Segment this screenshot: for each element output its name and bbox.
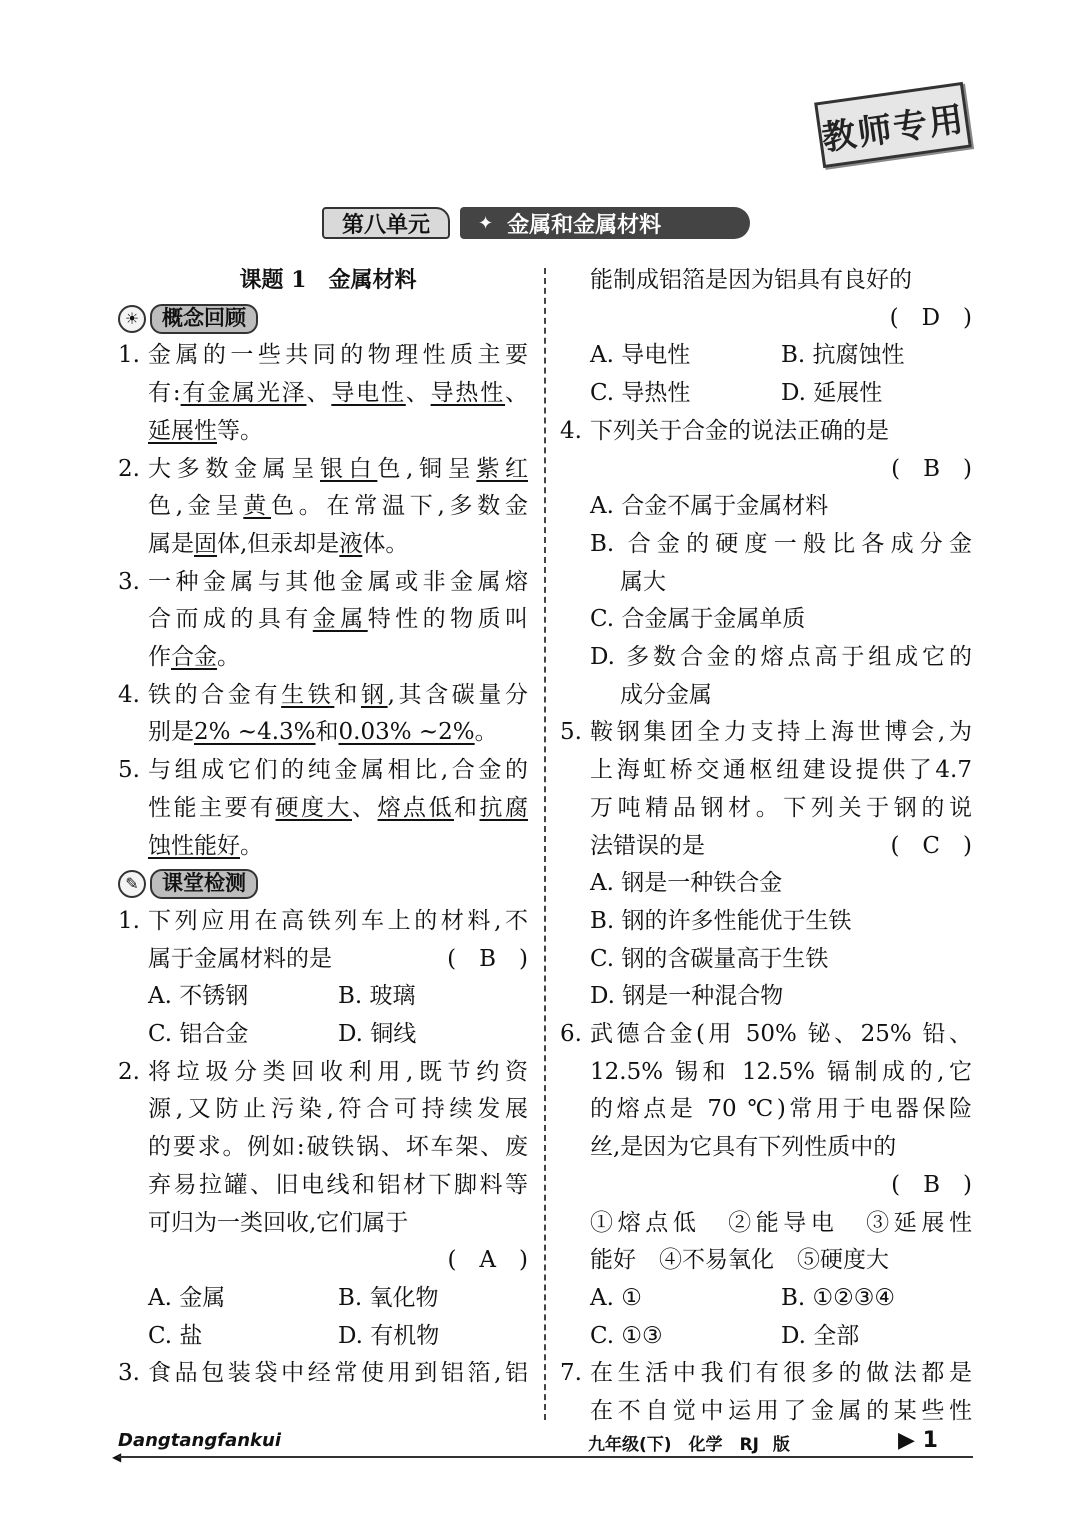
magic-wand-icon: ✦ (478, 212, 494, 234)
teacher-only-stamp: 教师专用 (814, 82, 972, 168)
check-q3-start: 3. 食品包装袋中经常使用到铝箔,铝 (118, 1360, 528, 1387)
lesson-title: 课题 1 金属材料 (239, 267, 417, 293)
section-check (118, 865, 528, 903)
left-arrow-icon: ◀ (112, 1450, 122, 1464)
review-q5: 5. 与组成它们的纯金属相比,合金的 性能主要有硬度大、熔点低和抗腐 蚀性能好。 (118, 757, 528, 859)
unit-title-text: 金属和金属材料 (507, 212, 662, 238)
unit-banner (322, 206, 750, 240)
footer-grade: 九年级(下) 化学 RJ 版 (588, 1435, 790, 1455)
check-q3-cont: 能制成铝箔是因为铝具有良好的 ( D ) A. 导电性 B. 抗腐蚀性 C. 导热性 D. 延展性 (590, 267, 972, 407)
unit-title (460, 207, 750, 239)
section-review-label: 概念回顾 (150, 304, 258, 334)
check-q7: 7. 在生活中我们有很多的做法都是 在不自觉中运用了金属的某些性 (560, 1360, 972, 1425)
right-arrow-icon: ▶ (898, 1428, 915, 1453)
review-q2: 2. 大多数金属呈银白色,铜呈紫红 色,金呈黄色。在常温下,多数金 属是固体,但汞却是液体。 (118, 455, 529, 557)
check-q2: 2. 将垃圾分类回收利用,既节约资 源,又防止污染,符合可持续发展 的要求。例如:破铁锅、坏车架、废 弃易拉罐、旧电线和铝材下脚料等 可归为一类回收,它们属于 ( A ) A. 金属 B. 氧化物 C. 盐 D. 有机物 (118, 1058, 528, 1349)
review-q4: 4. 铁的合金有生铁和钢,其含碳量分 别是2% ~4.3%和0.03% ~2%。 (118, 681, 529, 746)
answer-q3: ( D ) (889, 304, 972, 331)
section-review (118, 300, 528, 338)
right-column (560, 262, 972, 1431)
review-q3: 3. 一种金属与其他金属或非金属熔 合而成的具有金属特性的物质叫 作合金。 (118, 568, 529, 671)
check-q4: 4. 下列关于合金的说法正确的是 ( B ) A. 合金不属于金属材料 B. 合金的硬度一般比各成分金 属大 C. 合金属于金属单质 D. 多数合金的熔点高于组成它的 成分金属 (560, 417, 972, 708)
check-q5: 5. 鞍钢集团全力支持上海世博会,为 上海虹桥交通枢纽建设提供了4.7 万吨精品钢材。下列关于钢的说 法错误的是 ( C ) A. 钢是一种铁合金 B. 钢的许多性能优于生铁 C. 钢的含碳量高于生铁 D. 钢是一种混合物 (560, 719, 972, 1010)
section-check-label: 课堂检测 (150, 869, 258, 899)
answer-q1: ( B ) (447, 945, 528, 972)
pencil-icon: ✎ (118, 870, 146, 898)
lightbulb-icon: ☀ (118, 305, 146, 333)
page-number: ▶ 1 (898, 1428, 938, 1453)
review-q1: 1. 金属的一些共同的物理性质主要 有:有金属光泽、导电性、导热性、 延展性等。 (118, 342, 529, 444)
answer-q2: ( A ) (447, 1247, 528, 1274)
unit-label: 第八单元 (322, 207, 450, 239)
answer-q5: ( C ) (890, 832, 972, 859)
answer-q4: ( B ) (891, 455, 972, 482)
check-q1: 1. 下列应用在高铁列车上的材料,不 属于金属材料的是 ( B ) A. 不锈钢 B. 玻璃 C. 铝合金 D. 铜线 (118, 907, 528, 1048)
column-divider (544, 268, 546, 1420)
page-footer (112, 1428, 973, 1464)
left-column (118, 262, 528, 1393)
answer-q6: ( B ) (891, 1171, 972, 1198)
footer-rule (118, 1456, 973, 1458)
footer-brand: Dangtangfankui (118, 1430, 281, 1451)
check-q6: 6. 武德合金(用 50% 铋、25% 铅、 12.5% 锡和 12.5% 镉制成的,它 的熔点是 70 ℃)常用于电器保险 丝,是因为它具有下列性质中的 ( B ) ①熔点低 ②能导电 ③延展性 能好 ④不易氧化 ⑤硬度大 A. ① B. ①②③④ C. ①③ D. 全部 (560, 1021, 972, 1349)
